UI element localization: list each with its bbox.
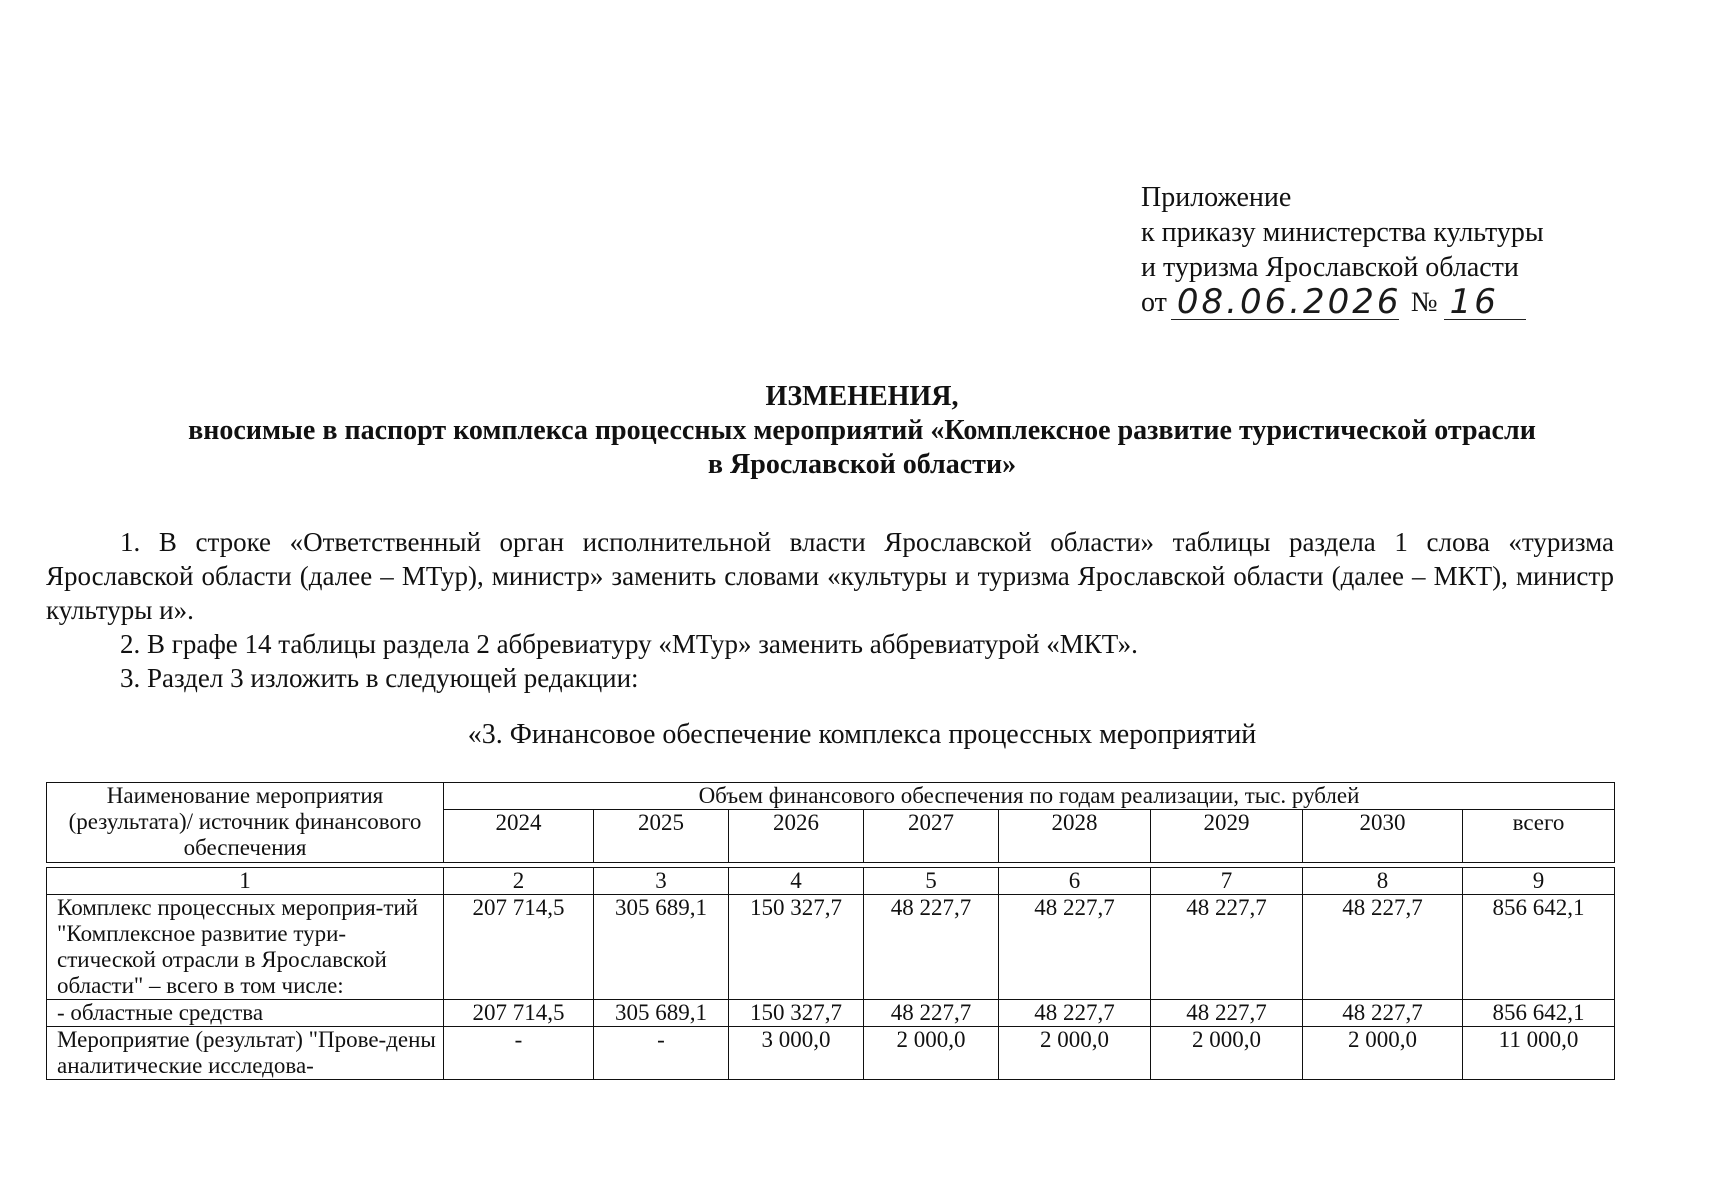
column-number: 9 [1463,868,1615,895]
year-cell: 2030 [1303,810,1463,863]
value-cell: 207 714,5 [444,1000,594,1027]
body-text [46,525,1614,695]
row-name: Комплекс процессных мероприя-тий "Комплексное развитие тури-стической отрасли в Ярославской области" – всего в том числе: [47,895,444,1000]
appendix-line: к приказу министерства культуры [1141,217,1544,248]
column-number-row [47,868,1615,895]
column-number: 4 [729,868,864,895]
year-cell: 2026 [729,810,864,863]
value-cell: 305 689,1 [594,895,729,1000]
value-cell: 150 327,7 [729,895,864,1000]
value-cell: 2 000,0 [864,1027,999,1080]
header-name: Наименование мероприятия (результата)/ источник финансового обеспечения [47,783,444,863]
paragraph: 3. Раздел 3 изложить в следующей редакции: [120,663,639,693]
paragraph: 2. В графе 14 таблицы раздела 2 аббревиатуру «МТур» заменить аббревиатурой «МКТ». [120,629,1138,659]
column-number: 8 [1303,868,1463,895]
title-heading: ИЗМЕНЕНИЯ, [765,381,959,412]
year-cell: 2024 [444,810,594,863]
column-number: 2 [444,868,594,895]
value-cell: 48 227,7 [1303,895,1463,1000]
value-cell: 2 000,0 [1151,1027,1303,1080]
from-label: от [1141,287,1167,318]
value-cell: 48 227,7 [864,895,999,1000]
paragraph: 1. В строке «Ответственный орган исполнительной власти Ярославской области» таблицы раздела 1 слова «туризма Ярославской области (далее – МТур), министр» заменить словами «культуры и туризма Ярославской области (далее – МКТ), министр культуры и». [46,527,1614,625]
number-label: № [1410,287,1438,318]
value-cell: 48 227,7 [1151,895,1303,1000]
total-header-cell: всего [1463,810,1615,863]
column-number: 5 [864,868,999,895]
table-header-row [47,783,1615,810]
value-cell: 2 000,0 [999,1027,1151,1080]
column-number: 3 [594,868,729,895]
row-name: Мероприятие (результат) "Прове-дены аналитические исследова- [47,1027,444,1080]
appendix-line: Приложение [1141,182,1292,213]
value-cell: 856 642,1 [1463,895,1615,1000]
value-cell: 2 000,0 [1303,1027,1463,1080]
value-cell: 305 689,1 [594,1000,729,1027]
value-cell: 48 227,7 [999,1000,1151,1027]
document-title [0,380,1724,482]
order-date-number [1141,282,1544,322]
column-number: 1 [47,868,444,895]
handwritten-number: 16 [1444,285,1526,320]
appendix-line: и туризма Ярославской области [1141,252,1519,283]
value-cell: - [594,1027,729,1080]
table-row [47,895,1615,1000]
value-cell: 11 000,0 [1463,1027,1615,1080]
year-cell: 2027 [864,810,999,863]
year-cell: 2028 [999,810,1151,863]
value-cell: 48 227,7 [999,895,1151,1000]
table-row [47,1000,1615,1027]
title-subheading: вносимые в паспорт комплекса процессных мероприятий «Комплексное развитие туристической отрасли [188,415,1536,446]
value-cell: - [444,1027,594,1080]
section-title: «3. Финансовое обеспечение комплекса процессных мероприятий [467,719,1257,750]
value-cell: 48 227,7 [864,1000,999,1027]
year-cell: 2025 [594,810,729,863]
value-cell: 48 227,7 [1151,1000,1303,1027]
value-cell: 48 227,7 [1303,1000,1463,1027]
value-cell: 3 000,0 [729,1027,864,1080]
column-number: 7 [1151,868,1303,895]
year-cell: 2029 [1151,810,1303,863]
financing-table [46,782,1615,1080]
value-cell: 856 642,1 [1463,1000,1615,1027]
value-cell: 150 327,7 [729,1000,864,1027]
value-cell: 207 714,5 [444,895,594,1000]
row-name: - областные средства [47,1000,444,1027]
column-number: 6 [999,868,1151,895]
header-volume: Объем финансового обеспечения по годам реализации, тыс. рублей [444,783,1615,810]
handwritten-date: 08.06.2026 [1171,285,1399,320]
appendix-block [1141,180,1544,320]
title-subheading: в Ярославской области» [707,449,1017,480]
table-row [47,1027,1615,1080]
